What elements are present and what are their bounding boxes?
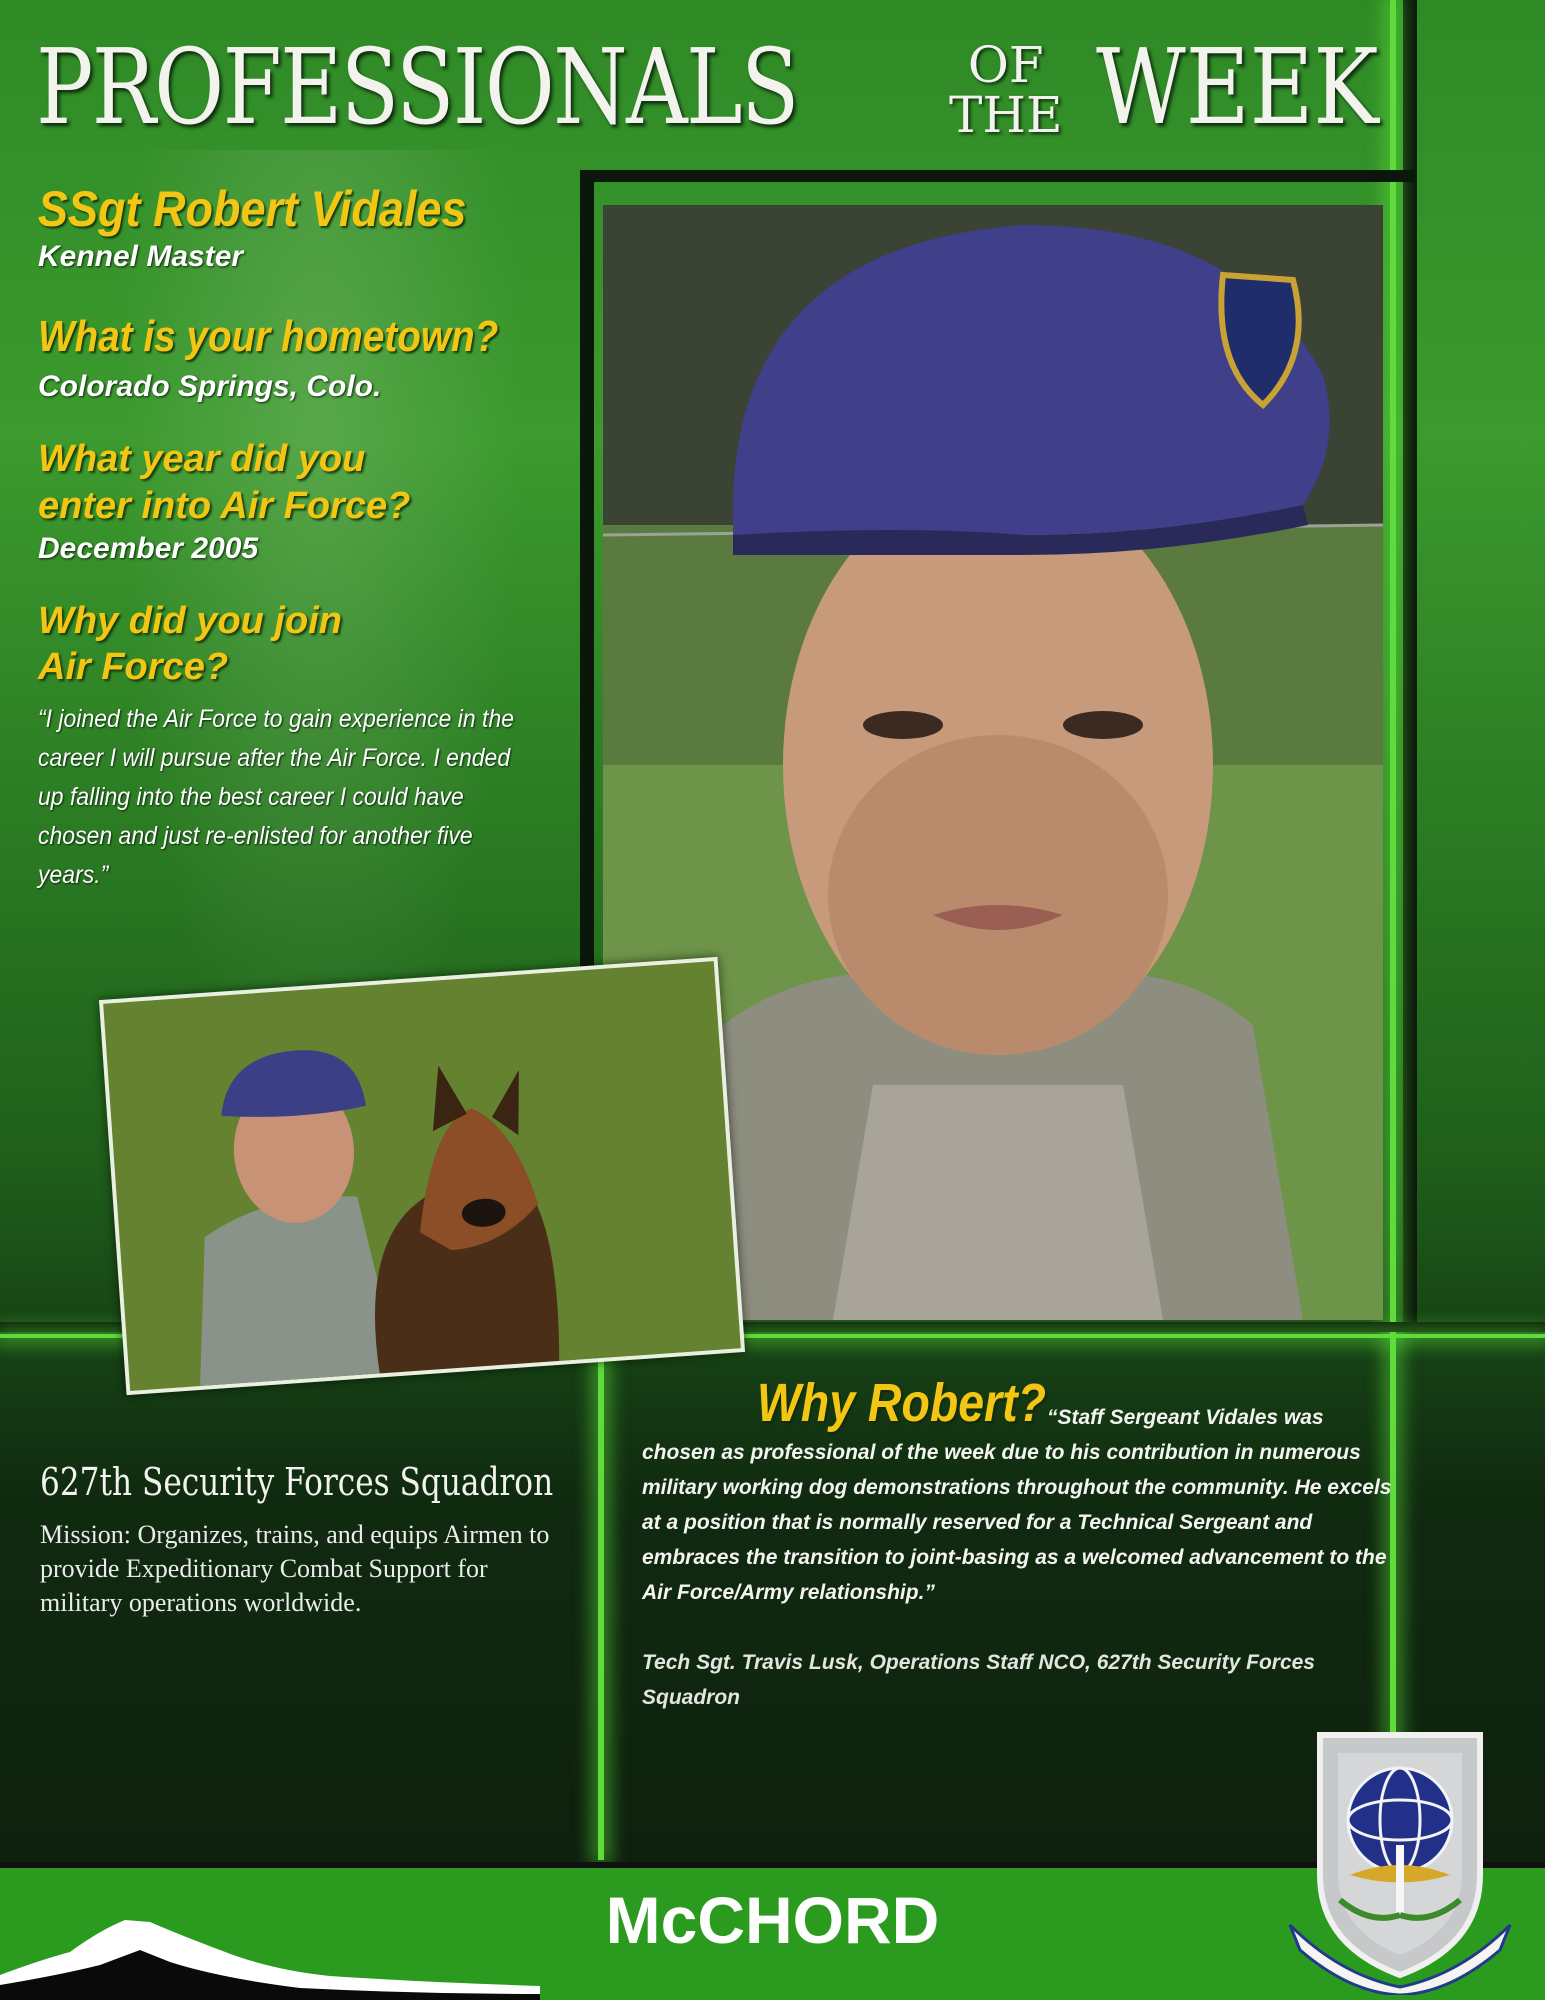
question-year-line1: What year did you [38, 438, 366, 480]
frame-bar-right-top [1403, 0, 1417, 1330]
question-hometown: What is your hometown? [38, 312, 499, 361]
why-attribution: Tech Sgt. Travis Lusk, Operations Staff NCO, 627th Security Forces Squadron [642, 1651, 1315, 1709]
kennel-photo [99, 957, 745, 1395]
page-title [36, 22, 1379, 152]
kennel-illustration [103, 961, 741, 1391]
question-year-line2: enter into Air Force? [38, 485, 411, 527]
frame-glow-left [598, 1340, 604, 1860]
title-of-the [949, 36, 1063, 144]
frame-bar-photo-top [580, 170, 1415, 182]
person-name: SSgt Robert Vidales [38, 181, 467, 237]
answer-hometown: Colorado Springs, Colo. [38, 370, 382, 403]
why-heading: Why Robert? [757, 1373, 1046, 1433]
person-role: Kennel Master [38, 240, 244, 273]
why-body: “Staff Sergeant Vidales was chosen as professional of the week due to his contribution in numerous military working dog demonstrations throughout the community. He excels at a position that is normally reserved for a Technical Sergeant and embraces the transition to joint-basing as a welcomed advancement to the Air Force/Army relationship.” [642, 1406, 1392, 1604]
title-week: WEEK [1096, 26, 1379, 148]
squadron-mission: Mission: Organizes, trains, and equips Airmen to provide Expeditionary Combat Support for military operations worldwide. [40, 1520, 550, 1617]
footer-brand: McCHORD [605, 1883, 940, 1957]
title-professionals: PROFESSIONALS [36, 26, 798, 148]
title-the: THE [949, 86, 1063, 144]
squadron-name: 627th Security Forces Squadron [40, 1460, 554, 1504]
frame-bar-photo-left [580, 170, 594, 970]
title-of: OF [967, 36, 1044, 94]
answer-year: December 2005 [38, 532, 259, 565]
answer-why-join: “I joined the Air Force to gain experience in the career I will pursue after the Air Force. I ended up falling into the best career I could have chosen and just re-enlisted for another five years.” [38, 705, 515, 889]
question-why-join-line1: Why did you join [38, 600, 342, 642]
question-why-join-line2: Air Force? [38, 646, 229, 688]
airlift-wing-emblem-icon [1280, 1725, 1520, 1995]
